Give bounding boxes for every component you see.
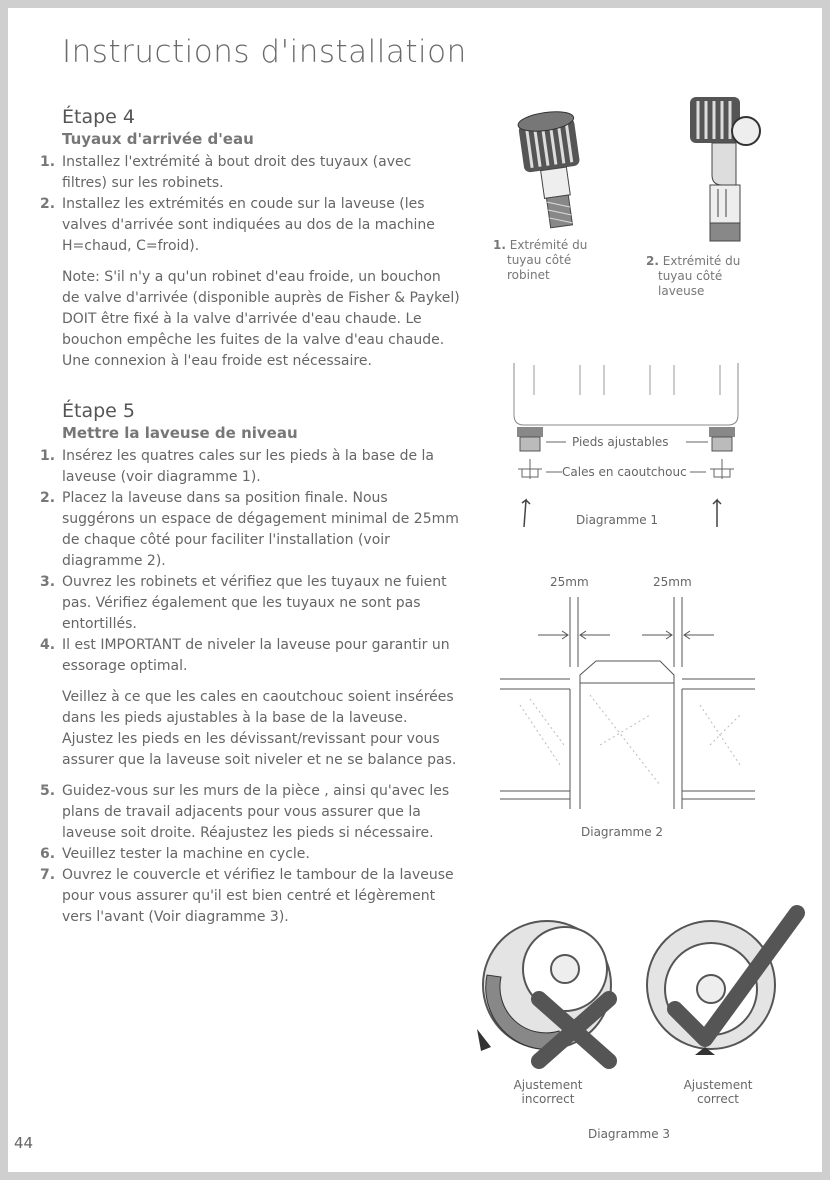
- item-text: Ouvrez le couvercle et vérifiez le tambour de la laveuse pour vous assurer qu'il est bien centré et légèrement vers l'avant (Voir diagramme 3).: [62, 867, 454, 925]
- pads-label: Cales en caoutchouc: [562, 465, 687, 479]
- incorrect-drum: [477, 921, 611, 1061]
- list-item: [40, 488, 460, 572]
- caption-line: robinet: [507, 268, 550, 282]
- item-number: 4.: [40, 637, 56, 653]
- diagram3-caption: Diagramme 3: [588, 1127, 671, 1141]
- item-text: Installez l'extrémité à bout droit des tuyaux (avec filtres) sur les robinets.: [62, 154, 412, 191]
- gap-right-label: 25mm: [653, 575, 692, 589]
- hose1-caption: [493, 238, 587, 283]
- item-text: Installez les extrémités en coude sur la laveuse (les valves d'arrivée sont indiquées au dos de la machine H=chaud, C=froid).: [62, 196, 435, 254]
- item-text: Placez la laveuse dans sa position finale. Nous suggérons un espace de dégagement minimal de 25mm de chaque côté pour faciliter l'installation (voir diagramme 2).: [62, 490, 459, 569]
- step5-title: Étape 5: [62, 400, 135, 422]
- list-item: [40, 865, 460, 928]
- caption-line: Extrémité du: [509, 238, 588, 252]
- label-line: Ajustement: [683, 1078, 753, 1092]
- diagram2-caption: Diagramme 2: [581, 825, 664, 839]
- instructions-column: [40, 106, 460, 928]
- gap-left-label: 25mm: [550, 575, 589, 589]
- list-item: [40, 781, 460, 844]
- step4-title: Étape 4: [62, 106, 135, 128]
- step4-subtitle: Tuyaux d'arrivée d'eau: [62, 130, 254, 148]
- feet-label: Pieds ajustables: [572, 435, 669, 449]
- list-item: [40, 635, 460, 677]
- list-item: [40, 844, 460, 865]
- item-number: 5.: [40, 783, 56, 799]
- step5-note: Veillez à ce que les cales en caoutchouc soient insérées dans les pieds ajustables à la base de la laveuse. Ajustez les pieds en les dévissant/revissant pour vous assurer que la laveuse soit niveler et ne se balance pas.: [62, 689, 457, 768]
- step4-note: Note: S'il n'y a qu'un robinet d'eau froide, un bouchon de valve d'arrivée (disponible auprès de Fisher & Paykel) DOIT être fixé à la valve d'arrivée d'eau chaude. Le bouchon empêche les fuites de la valve d'eau chaude. Une connexion à l'eau froide est nécessaire.: [62, 269, 460, 369]
- list-item: [40, 572, 460, 635]
- item-number: 6.: [40, 846, 56, 862]
- caption-number: 2.: [646, 254, 659, 268]
- page-number: 44: [14, 1134, 34, 1152]
- item-number: 3.: [40, 574, 56, 590]
- list-item: [40, 446, 460, 488]
- item-number: 2.: [40, 490, 56, 506]
- item-number: 2.: [40, 196, 56, 212]
- diagram2-clearance-illustration: [500, 595, 755, 820]
- correct-drum: [647, 913, 797, 1055]
- diagram3-drum-illustration: [475, 905, 815, 1075]
- item-text: Ouvrez les robinets et vérifiez que les tuyaux ne fuient pas. Vérifiez également que les tuyaux ne sont pas entortillés.: [62, 574, 447, 632]
- hose-tap-end-illustration: [505, 102, 615, 242]
- correct-label: [678, 1078, 758, 1106]
- item-text: Guidez-vous sur les murs de la pièce , ainsi qu'avec les plans de travail adjacents pour vous assurer que la laveuse soit droite. Réajustez les pieds si nécessaire.: [62, 783, 450, 841]
- label-line: incorrect: [521, 1092, 575, 1106]
- hose-washer-end-illustration: [650, 85, 770, 245]
- caption-line: tuyau côté: [658, 269, 723, 283]
- caption-line: laveuse: [658, 284, 705, 298]
- caption-line: Extrémité du: [662, 254, 741, 268]
- item-text: Il est IMPORTANT de niveler la laveuse pour garantir un essorage optimal.: [62, 637, 450, 674]
- item-text: Veuillez tester la machine en cycle.: [62, 846, 310, 862]
- item-number: 1.: [40, 154, 56, 170]
- step5-subtitle: Mettre la laveuse de niveau: [62, 424, 298, 442]
- label-line: correct: [696, 1092, 740, 1106]
- item-number: 7.: [40, 867, 56, 883]
- item-text: Insérez les quatres cales sur les pieds à la base de la laveuse (voir diagramme 1).: [62, 448, 435, 485]
- hose2-caption: [646, 254, 740, 299]
- caption-number: 1.: [493, 238, 506, 252]
- incorrect-label: [508, 1078, 588, 1106]
- list-item: [40, 194, 460, 257]
- caption-line: tuyau côté: [507, 253, 572, 267]
- label-line: Ajustement: [513, 1078, 583, 1092]
- diagram1-caption: Diagramme 1: [576, 513, 659, 527]
- page-title: Instructions d'installation: [62, 34, 467, 70]
- item-number: 1.: [40, 448, 56, 464]
- list-item: [40, 152, 460, 194]
